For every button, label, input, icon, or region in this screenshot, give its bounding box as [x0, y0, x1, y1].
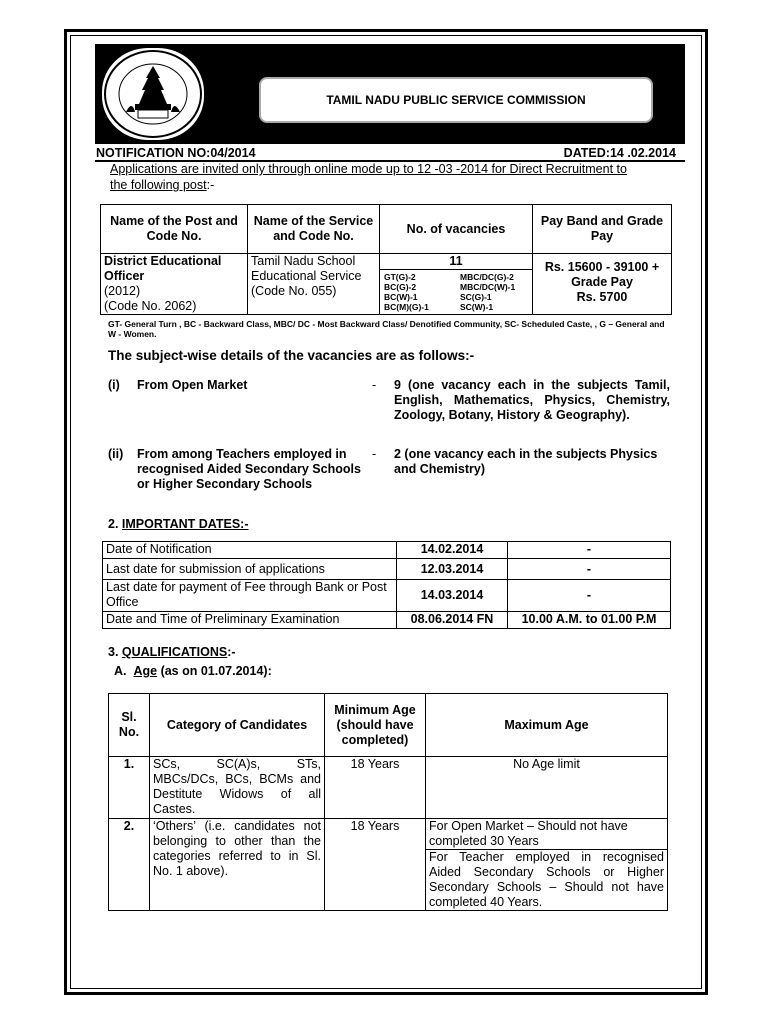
age-table: [108, 693, 668, 911]
source-1-num: (i): [108, 378, 120, 392]
heading-suffix: :-: [227, 645, 236, 659]
source-2-label: From among Teachers employed in recognised Aided Secondary Schools or Higher Secondary Schools: [137, 447, 361, 491]
grade-pay-label: Grade Pay: [571, 275, 633, 289]
vacancies-total: 11: [380, 254, 532, 270]
post-header: Name of the Post and Code No.: [101, 205, 248, 254]
post-year: (2012): [104, 284, 141, 298]
notification-date: DATED:14 .02.2014: [563, 146, 676, 160]
abbrev-note-1: GT- General Turn , BC - Backward Class, MBC/ DC - Most Backward Class/ Denotified Community, SC- Scheduled Caste, , G – General and: [108, 319, 665, 329]
pay-header: Pay Band and Grade Pay: [533, 205, 672, 254]
post-name-1: District Educational: [104, 254, 222, 268]
sl-header: Sl. No.: [109, 694, 150, 757]
max-age-teacher: For Teacher employed in recognised Aided Secondary Schools or Higher Secondary Schools – Should not have completed 40 Years.: [429, 850, 664, 909]
commission-title: TAMIL NADU PUBLIC SERVICE COMMISSION: [259, 77, 653, 123]
max-age-cell: No Age limit: [426, 757, 668, 819]
source-1-dash: -: [372, 378, 377, 392]
date-value: 14.03.2014: [397, 580, 508, 612]
heading-text: IMPORTANT DATES:-: [121, 517, 249, 531]
date-value: 08.06.2014 FN: [397, 612, 508, 629]
date-value: 14.02.2014: [397, 542, 508, 559]
sl-cell: 2.: [109, 819, 150, 911]
breakdown-item: BC(G)-2: [384, 282, 417, 292]
source-2-dash: -: [372, 447, 377, 461]
age-label: A.: [114, 664, 127, 678]
date-label: Last date for payment of Fee through Bank or Post Office: [103, 580, 397, 612]
intro-line-2: [110, 178, 214, 193]
important-dates-heading: [108, 517, 249, 532]
service-name-2: Educational Service: [251, 269, 362, 283]
vacancies-cell: [380, 254, 533, 315]
service-header: Name of the Service and Code No.: [248, 205, 380, 254]
age-word: Age: [133, 664, 158, 678]
breakdown-item: BC(W)-1: [384, 292, 418, 302]
sl-cell: 1.: [109, 757, 150, 819]
post-name-cell: [101, 254, 248, 315]
breakdown-item: BC(M)(G)-1: [384, 302, 429, 312]
time-value: -: [508, 542, 671, 559]
breakdown-item: SC(W)-1: [460, 302, 494, 312]
min-age-cell: 18 Years: [325, 819, 426, 911]
date-label: Date and Time of Preliminary Examination: [103, 612, 397, 629]
heading-num: 3.: [108, 645, 122, 659]
time-value: 10.00 A.M. to 01.00 P.M: [508, 612, 671, 629]
post-table: [100, 204, 672, 315]
subject-heading: The subject-wise details of the vacancies are as follows:-: [108, 348, 475, 363]
time-value: -: [508, 559, 671, 580]
grade-pay-value: Rs. 5700: [576, 290, 628, 304]
source-2-detail: 2 (one vacancy each in the subjects Physics and Chemistry): [394, 447, 658, 476]
heading-text: QUALIFICATIONS: [121, 645, 228, 659]
age-heading: [114, 664, 272, 679]
max-age-header: Maximum Age: [426, 694, 668, 757]
max-age-cell: [426, 819, 668, 911]
breakdown-item: GT(G)-2: [384, 272, 416, 282]
source-1-label: From Open Market: [137, 378, 248, 392]
category-cell: ‘Others’ (i.e. candidates not belonging to other than the categories referred to in Sl. No. 1 above).: [150, 819, 325, 911]
category-cell: SCs, SC(A)s, STs, MBCs/DCs, BCs, BCMs and Destitute Widows of all Castes.: [150, 757, 325, 819]
age-rest: (as on 01.07.2014):: [160, 664, 272, 678]
intro-line-1: Applications are invited only through online mode up to 12 -03 -2014 for Direct Recruitment to: [110, 162, 627, 176]
breakdown-item: SC(G)-1: [460, 292, 492, 302]
post-name-2: Officer: [104, 269, 145, 283]
service-cell: [248, 254, 380, 315]
time-value: -: [508, 580, 671, 612]
abbrev-note-2: W - Women.: [108, 329, 157, 339]
source-2-num: (ii): [108, 447, 124, 461]
tnpsc-seal-icon: [102, 48, 204, 140]
date-label: Last date for submission of applications: [103, 559, 397, 580]
post-code: (Code No. 2062): [104, 299, 197, 313]
service-code: (Code No. 055): [251, 284, 337, 298]
breakdown-item: MBC/DC(W)-1: [460, 282, 516, 292]
vacancies-header: No. of vacancies: [380, 205, 533, 254]
intro-line-2-text: the following post: [110, 178, 207, 192]
pay-band: Rs. 15600 - 39100 +: [544, 260, 660, 274]
max-age-open-market: For Open Market – Should not have completed 30 Years: [426, 819, 667, 850]
notification-number: NOTIFICATION NO:04/2014: [96, 146, 256, 160]
source-1-detail: 9 (one vacancy each in the subjects Tamil, English, Mathematics, Physics, Chemistry, Zoology, Botany, History & Geography).: [394, 378, 670, 422]
heading-num: 2.: [108, 517, 122, 531]
qualifications-heading: [108, 645, 236, 660]
date-label: Date of Notification: [103, 542, 397, 559]
min-age-cell: 18 Years: [325, 757, 426, 819]
breakdown-item: MBC/DC(G)-2: [460, 272, 514, 282]
tnpsc-seal: [102, 48, 204, 140]
intro-suffix: :-: [206, 178, 215, 192]
category-header: Category of Candidates: [150, 694, 325, 757]
service-name-1: Tamil Nadu School: [251, 254, 356, 268]
pay-cell: [533, 254, 672, 315]
dates-table: [102, 541, 671, 629]
date-value: 12.03.2014: [397, 559, 508, 580]
min-age-header: Minimum Age (should have completed): [325, 694, 426, 757]
